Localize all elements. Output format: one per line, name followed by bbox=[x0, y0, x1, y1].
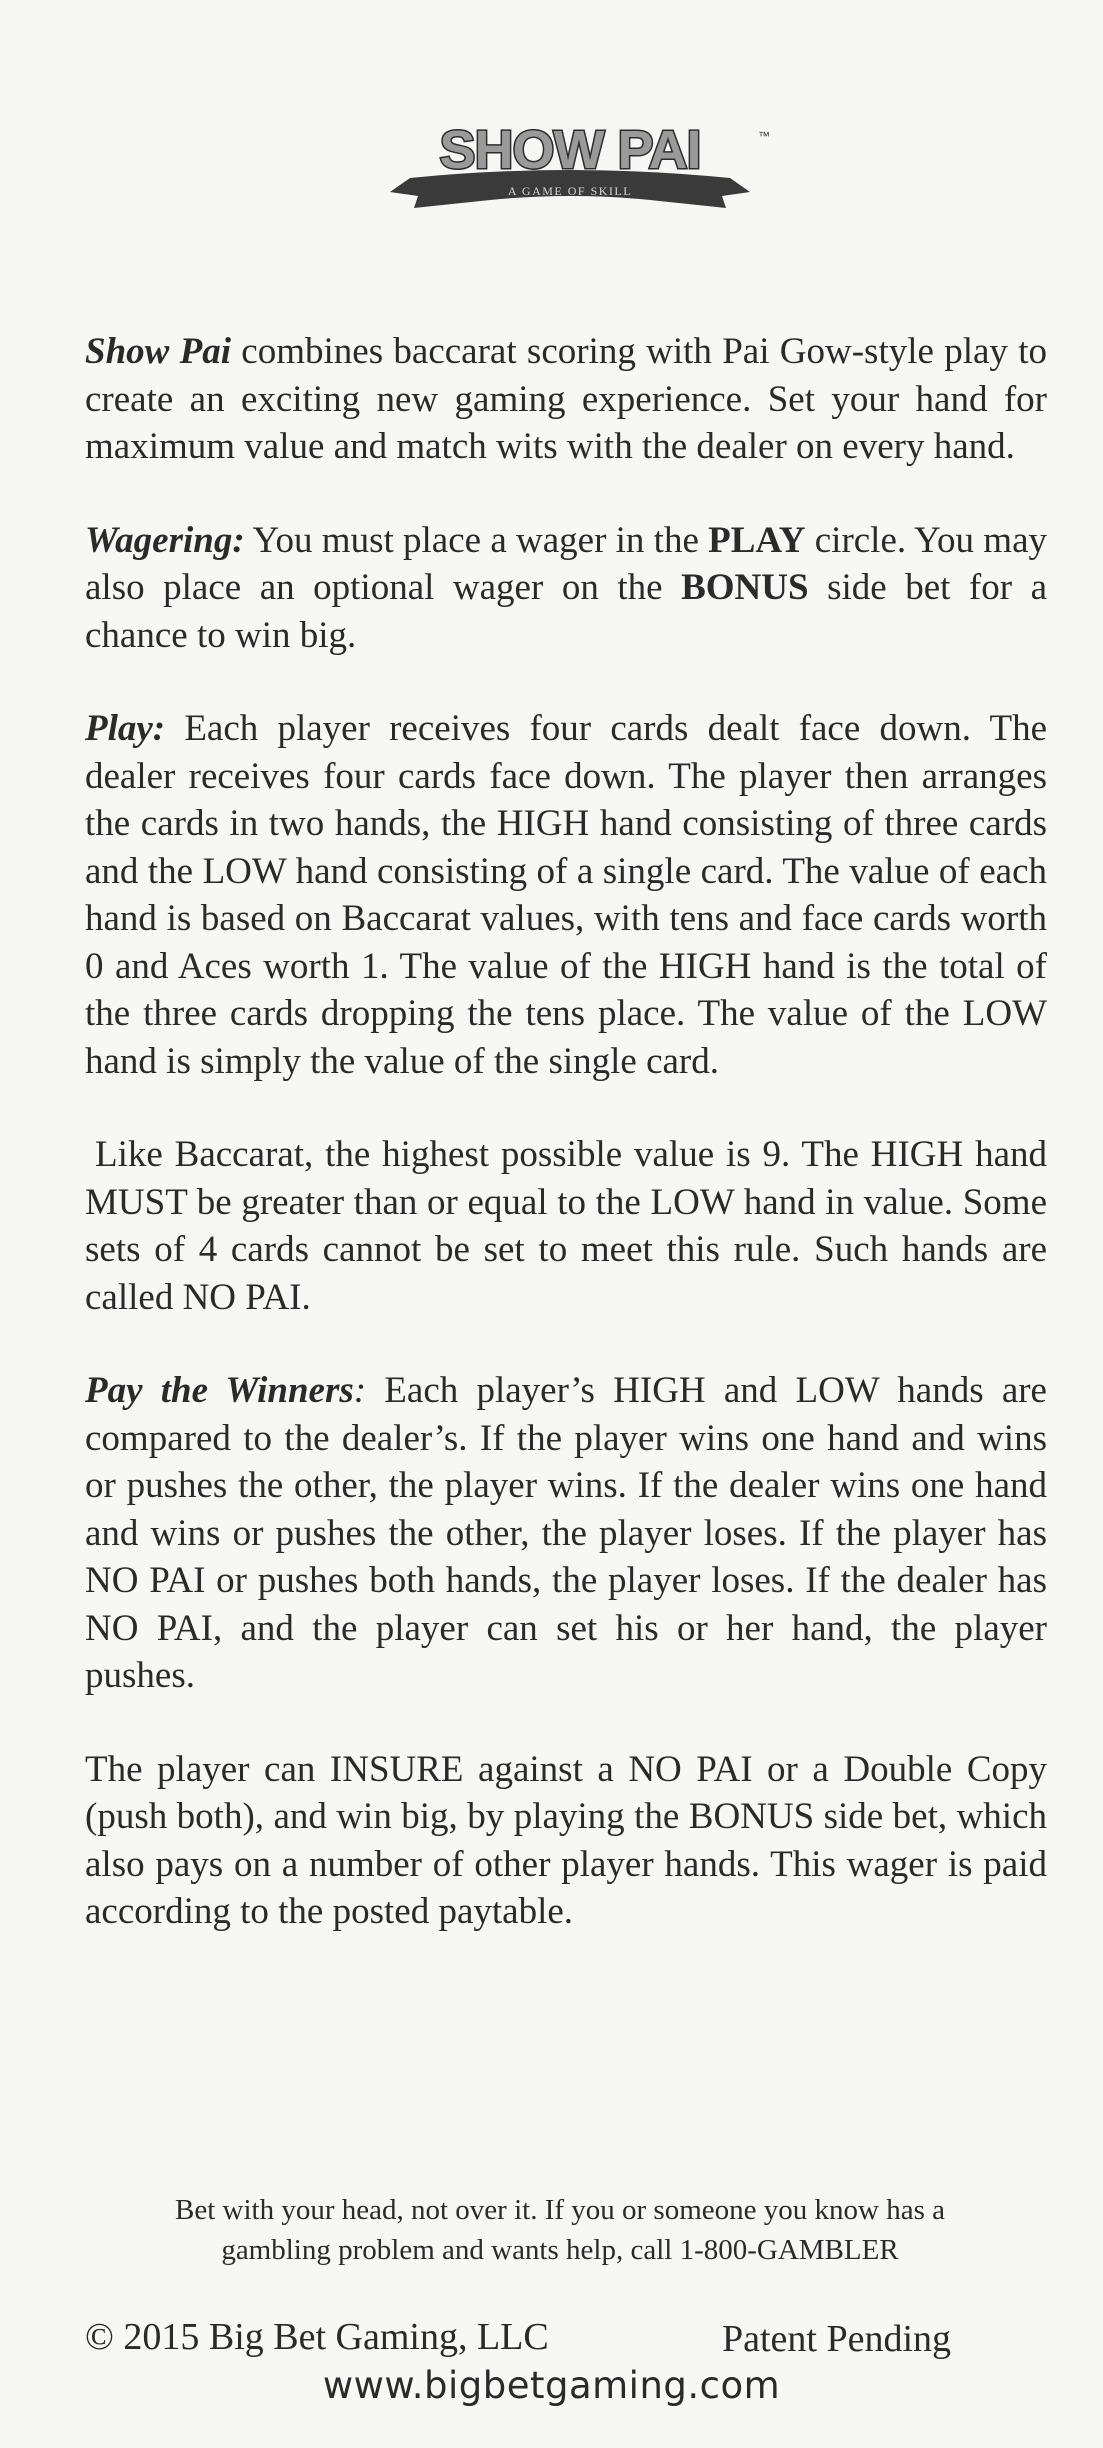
wagering-lead: Wagering: bbox=[85, 519, 245, 561]
intro-lead: Show Pai bbox=[85, 331, 232, 372]
intro-text: combines baccarat scoring with Pai Gow-style play to create an exciting new gaming experience. Set your hand for maximum value and match wits with the dealer on every hand. bbox=[85, 331, 1047, 467]
play-lead: Play: bbox=[85, 708, 166, 749]
play-text: Each player receives four cards dealt face down. The dealer receives four cards face down. The player then arranges the cards in two hands, the HIGH hand consisting of three cards and the LOW hand consisting of a single card. The value of each hand is based on Baccarat values, with tens and face cards worth 0 and Aces worth 1. The value of the HIGH hand is the total of the three cards dropping the tens place. The value of the LOW hand is simply the value of the single card. bbox=[85, 708, 1047, 1082]
wagering-text-3: side bet for a chance to win big. bbox=[85, 567, 1047, 656]
winners-text: Each player’s HIGH and LOW hands are compared to the dealer’s. If the player wins one hand and wins or pushes the other, the player wins. If the dealer wins one hand and wins or pushes the other, the player loses. If the player has NO PAI or pushes both hands, the player loses. If the dealer has NO PAI, and the player can set his or her hand, the player pushes. bbox=[85, 1370, 1047, 1696]
logo-subtitle: A GAME OF SKILL bbox=[507, 184, 633, 198]
baccarat-paragraph: Like Baccarat, the highest possible value is 9. The HIGH hand MUST be greater than or equal to the LOW hand in value. Some sets of 4 cards cannot be set to meet this rule. Such hands are called NO PAI. bbox=[85, 1134, 1047, 1318]
logo-trademark: ™ bbox=[758, 129, 770, 143]
insure-paragraph: The player can INSURE against a NO PAI or a Double Copy (push both), and win big, by playing the BONUS side bet, which also pays on a number of other player hands. This wager is paid according to the posted paytable. bbox=[85, 1748, 1047, 1932]
responsible-gaming-notice bbox=[80, 2190, 1040, 2270]
show-pai-logo bbox=[370, 100, 770, 220]
wagering-paragraph bbox=[85, 517, 1047, 660]
rules-text bbox=[85, 328, 1047, 1982]
winners-colon: : bbox=[353, 1370, 367, 1411]
website-link[interactable]: www.bigbetgaming.com bbox=[322, 2364, 781, 2407]
patent-notice: Patent Pending bbox=[722, 2318, 952, 2360]
disclaimer-line-1: Bet with your head, not over it. If you or someone you know has a bbox=[175, 2194, 945, 2226]
intro-paragraph bbox=[85, 328, 1047, 471]
wagering-text-1: You must place a wager in the bbox=[244, 519, 709, 561]
logo-wordmark: SHOW PAI bbox=[439, 120, 701, 180]
copyright: © 2015 Big Bet Gaming, LLC bbox=[85, 2316, 549, 2358]
bonus-keyword: BONUS bbox=[681, 567, 809, 608]
wagering-text-2: circle. You may also place an optional wager on the bbox=[85, 519, 1047, 608]
disclaimer-line-2: gambling problem and wants help, call 1-800-GAMBLER bbox=[221, 2234, 899, 2266]
play-keyword: PLAY bbox=[708, 519, 806, 561]
winners-paragraph bbox=[85, 1367, 1047, 1700]
winners-lead: Pay the Winners bbox=[85, 1370, 354, 1411]
play-paragraph bbox=[85, 705, 1047, 1085]
